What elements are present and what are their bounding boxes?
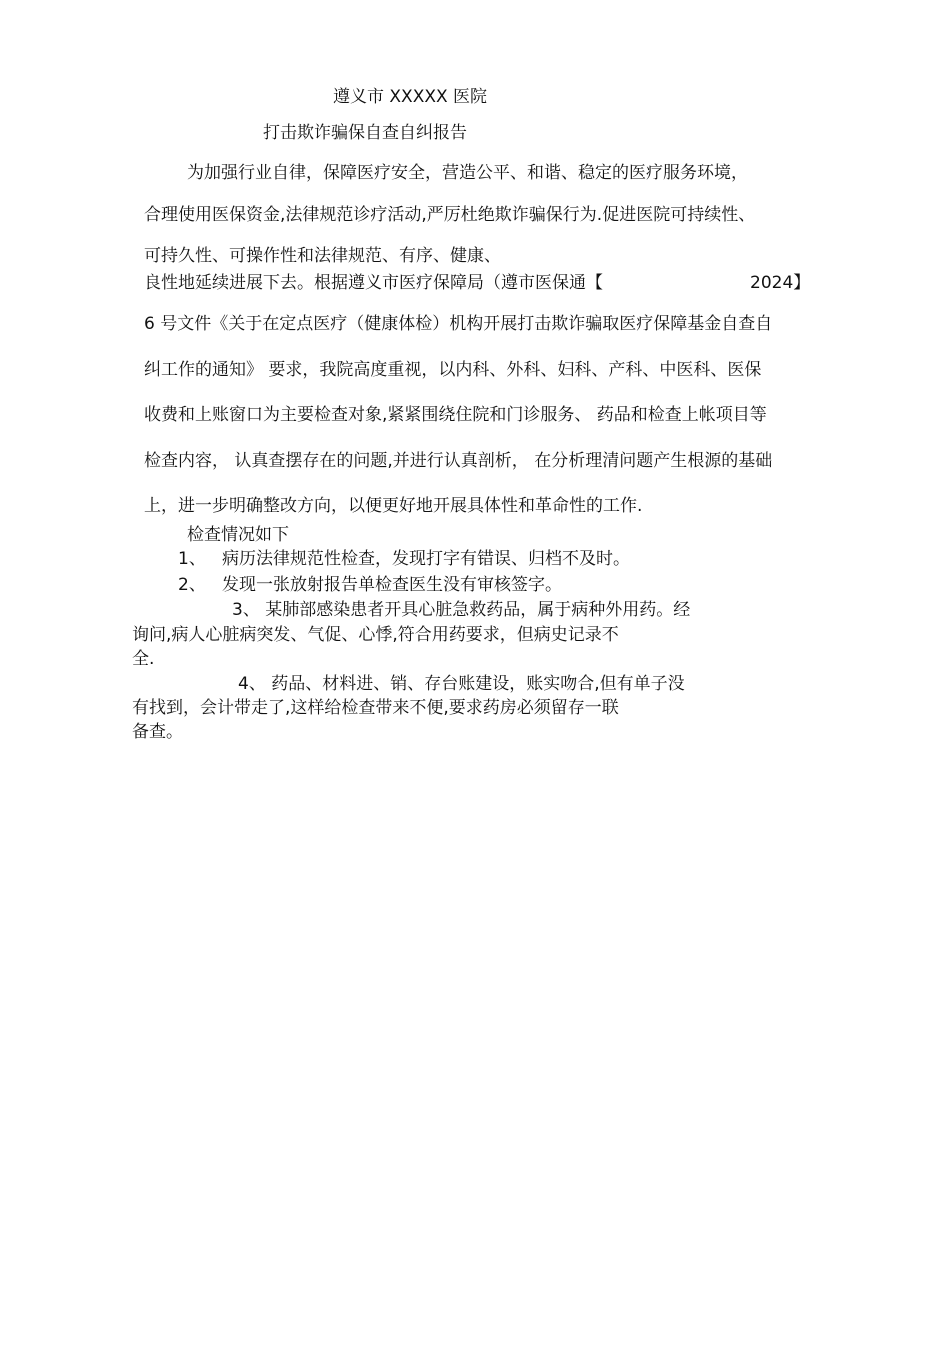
- report-title: 打击欺诈骗保自查自纠报告: [263, 123, 467, 143]
- finding-text: 4、 药品、材料进、销、存台账建设，账实吻合,但有单子没: [238, 674, 685, 694]
- finding-text: 病历法律规范性检查，发现打字有错误、归档不及时。: [222, 549, 630, 569]
- finding-text: 全.: [132, 649, 155, 669]
- hospital-name: 遵义市 XXXXX 医院: [333, 87, 488, 107]
- finding-text: 备查。: [132, 722, 183, 742]
- intro-line: 可持久性、可操作性和法律规范、有序、健康、: [144, 246, 501, 266]
- finding-text: 发现一张放射报告单检查医生没有审核签字。: [222, 575, 562, 595]
- finding-number: 1、: [178, 549, 206, 569]
- findings-heading: 检查情况如下: [187, 525, 289, 545]
- intro-line: 上，进一步明确整改方向，以便更好地开展具体性和革命性的工作.: [144, 496, 643, 516]
- intro-line: 合理使用医保资金,法律规范诊疗活动,严厉杜绝欺诈骗保行为.促进医院可持续性、: [144, 205, 756, 225]
- intro-line: 检查内容， 认真查摆存在的问题,并进行认真剖析， 在分析理清问题产生根源的基础: [144, 451, 773, 471]
- intro-line: 6 号文件《关于在定点医疗（健康体检）机构开展打击欺诈骗取医疗保障基金自查自: [144, 314, 773, 334]
- intro-line: 收费和上账窗口为主要检查对象,紧紧围绕住院和门诊服务、 药品和检查上帐项目等: [144, 405, 767, 425]
- finding-text: 询问,病人心脏病突发、气促、心悸,符合用药要求，但病史记录不: [132, 625, 619, 645]
- finding-text: 3、 某肺部感染患者开具心脏急救药品，属于病种外用药。经: [232, 600, 691, 620]
- intro-line: 良性地延续进展下去。根据遵义市医疗保障局（遵市医保通【: [144, 273, 603, 293]
- intro-line: 纠工作的通知》 要求，我院高度重视，以内科、外科、妇科、产科、中医科、医保: [144, 360, 762, 380]
- finding-number: 2、: [178, 575, 206, 595]
- intro-line: 为加强行业自律，保障医疗安全，营造公平、和谐、稳定的医疗服务环境，: [187, 163, 748, 183]
- finding-text: 有找到，会计带走了,这样给检查带来不便,要求药房必须留存一联: [132, 698, 619, 718]
- intro-line-year: 2024】: [750, 273, 811, 293]
